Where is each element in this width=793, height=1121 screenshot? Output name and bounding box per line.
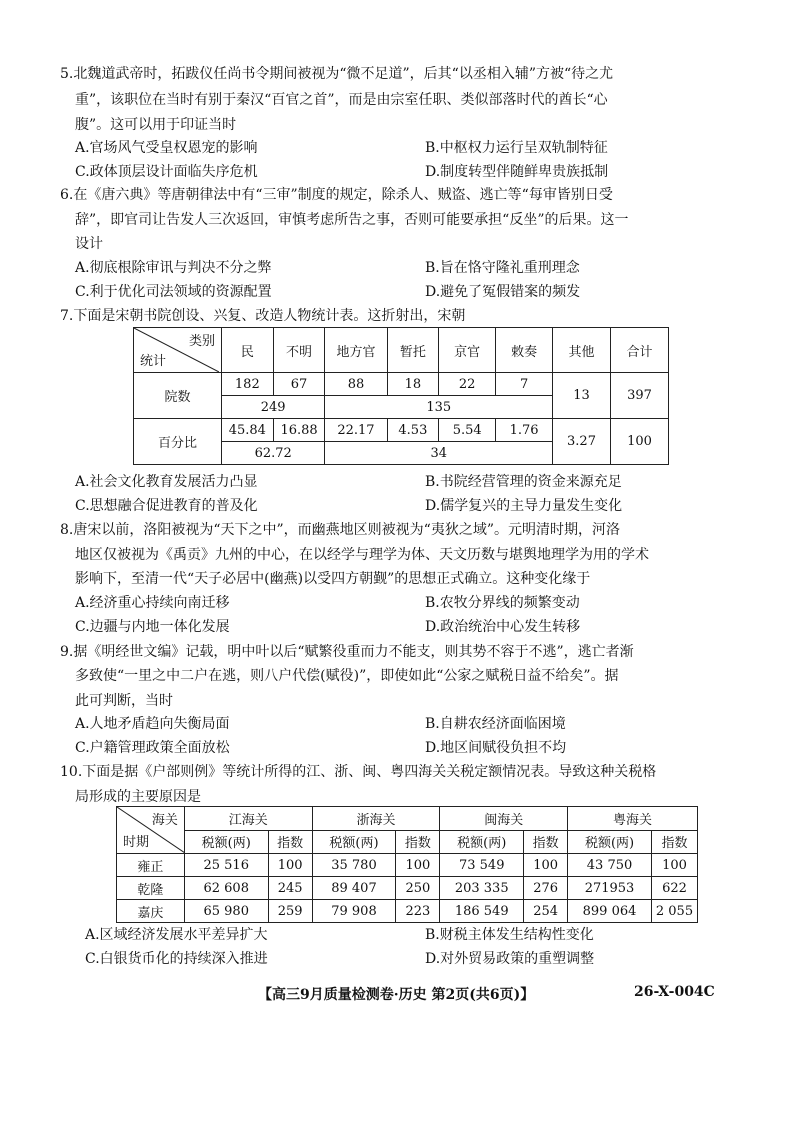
q7-cell: 100: [610, 419, 668, 465]
q10-sub-header: 税额(两): [312, 830, 396, 854]
q10-table: [116, 806, 698, 923]
q10-cell: 100: [651, 854, 697, 877]
q6-stem-line-1: 6.在《唐六典》等唐朝律法中有“三审”制度的规定，除杀人、贼盗、逃亡等“每审皆别日受: [60, 187, 613, 203]
q7-cell: 4.53: [387, 419, 439, 442]
q10-cell: 259: [268, 900, 312, 923]
q7-header: 其他: [553, 328, 611, 373]
q5-option-c[interactable]: C.政体顶层设计面临失序危机: [75, 164, 258, 180]
q7-header: 地方官: [325, 328, 387, 373]
q9-stem-line-2: 多致使“一里之中二户在逃，则八户代偿(赋役)”，即使如此“公家之赋税日益不给矣”。据: [75, 668, 619, 684]
q10-cell: 73 549: [440, 854, 524, 877]
q10-cell: 186 549: [440, 900, 524, 923]
q5-stem-line-3: 腹”。这可以用于印证当时: [75, 117, 237, 133]
q10-cell: 203 335: [440, 877, 524, 900]
q10-cell: 43 750: [568, 854, 652, 877]
q7-header: 敕奏: [496, 328, 553, 373]
q7-subtotal: 135: [325, 396, 553, 419]
q10-cell: 254: [524, 900, 568, 923]
q10-sub-header: 指数: [396, 830, 440, 854]
q6-option-b[interactable]: B.旨在恪守隆礼重刑理念: [425, 260, 580, 276]
q7-corner-cell: [134, 328, 222, 373]
q10-cell: 276: [524, 877, 568, 900]
q10-corner-cell: [117, 807, 185, 854]
q8-option-c[interactable]: C.边疆与内地一体化发展: [75, 619, 230, 635]
q8-stem-line-3: 影响下，至清一代“天子必居中(幽燕)以受四方朝觐”的思想正式确立。这种变化缘于: [75, 571, 591, 587]
q10-cell: 223: [396, 900, 440, 923]
q10-option-b[interactable]: B.财税主体发生结构性变化: [425, 927, 594, 943]
q8-stem-line-2: 地区仅被视为《禹贡》九州的中心，在以经学与理学为体、天文历数与堪舆地理学为用的学术: [75, 547, 649, 563]
q6-stem-line-3: 设计: [75, 236, 103, 252]
q10-customs-header: 江海关: [184, 807, 312, 831]
q7-stem-line-1: 7.下面是宋朝书院创设、兴复、改造人物统计表。这折射出，宋朝: [60, 308, 466, 324]
q7-subtotal: 34: [325, 442, 553, 465]
q5-option-d[interactable]: D.制度转型伴随鲜卑贵族抵制: [425, 164, 609, 180]
q10-corner-top: 海关: [151, 813, 178, 828]
q10-option-a[interactable]: A.区域经济发展水平差异扩大: [85, 927, 268, 943]
q7-cell: 397: [610, 373, 668, 419]
q7-cell: 22: [439, 373, 496, 396]
q10-cell: 25 516: [184, 854, 268, 877]
q10-cell: 65 980: [184, 900, 268, 923]
q10-cell: 271953: [568, 877, 652, 900]
q9-option-d[interactable]: D.地区间赋役负担不均: [425, 740, 567, 756]
q6-option-c[interactable]: C.利于优化司法领域的资源配置: [75, 284, 272, 300]
q10-cell: 62 608: [184, 877, 268, 900]
q10-cell: 245: [268, 877, 312, 900]
q7-corner-top: 类别: [188, 334, 215, 349]
q10-option-d[interactable]: D.对外贸易政策的重塑调整: [425, 951, 595, 967]
q7-option-a[interactable]: A.社会文化教育发展活力凸显: [75, 474, 258, 490]
q10-sub-header: 指数: [268, 830, 312, 854]
q7-option-c[interactable]: C.思想融合促进教育的普及化: [75, 498, 258, 514]
q5-option-b[interactable]: B.中枢权力运行呈双轨制特征: [425, 140, 608, 156]
q10-cell: 100: [268, 854, 312, 877]
q10-customs-header: 浙海关: [312, 807, 440, 831]
footer-title: 【高三9月质量检测卷·历史 第2页(共6页)】: [258, 987, 535, 1003]
q10-period: 嘉庆: [117, 900, 185, 923]
q10-customs-header: 粤海关: [568, 807, 698, 831]
q10-customs-header: 闽海关: [440, 807, 568, 831]
q10-sub-header: 税额(两): [184, 830, 268, 854]
q7-cell: 3.27: [553, 419, 611, 465]
q7-row-label: 百分比: [134, 419, 222, 465]
footer-code: 26-X-004C: [634, 984, 715, 1000]
table-row: [117, 877, 698, 900]
q7-table: [133, 327, 669, 465]
q10-sub-header: 税额(两): [440, 830, 524, 854]
q8-option-a[interactable]: A.经济重心持续向南迁移: [75, 595, 230, 611]
q7-cell: 88: [325, 373, 387, 396]
q7-header: 合计: [610, 328, 668, 373]
q6-stem-line-2: 辞”，即官司让告发人三次返回，审慎考虑所告之事，否则可能要承担“反坐”的后果。这一: [75, 212, 629, 228]
q5-option-a[interactable]: A.官场风气受皇权恩宠的影响: [75, 140, 258, 156]
table-row: [117, 900, 698, 923]
q9-stem-line-3: 此可判断，当时: [75, 693, 173, 709]
q7-cell: 18: [387, 373, 439, 396]
q7-subtotal: 249: [221, 396, 324, 419]
q10-period: 乾隆: [117, 877, 185, 900]
q7-header: 不明: [273, 328, 325, 373]
q10-cell: 250: [396, 877, 440, 900]
q9-option-c[interactable]: C.户籍管理政策全面放松: [75, 740, 230, 756]
q7-corner-bottom: 统计: [140, 354, 167, 369]
q9-option-b[interactable]: B.自耕农经济面临困境: [425, 716, 566, 732]
q10-corner-bottom: 时期: [123, 835, 150, 850]
q10-cell: 2 055: [651, 900, 697, 923]
q7-option-d[interactable]: D.儒学复兴的主导力量发生变化: [425, 498, 623, 514]
q10-cell: 89 407: [312, 877, 396, 900]
q6-option-a[interactable]: A.彻底根除审讯与判决不分之弊: [75, 260, 272, 276]
q8-option-b[interactable]: B.农牧分界线的频繁变动: [425, 595, 580, 611]
q7-cell: 7: [496, 373, 553, 396]
q7-header: 民: [221, 328, 273, 373]
q7-option-b[interactable]: B.书院经营管理的资金来源充足: [425, 474, 622, 490]
q7-row-label: 院数: [134, 373, 222, 419]
q10-sub-header: 指数: [651, 830, 697, 854]
q10-cell: 35 780: [312, 854, 396, 877]
q10-option-c[interactable]: C.白银货币化的持续深入推进: [85, 951, 268, 967]
q7-cell: 16.88: [273, 419, 325, 442]
q8-option-d[interactable]: D.政治统治中心发生转移: [425, 619, 581, 635]
q7-cell: 5.54: [439, 419, 496, 442]
q10-sub-header: 税额(两): [568, 830, 652, 854]
q7-cell: 45.84: [221, 419, 273, 442]
q7-cell: 182: [221, 373, 273, 396]
q9-option-a[interactable]: A.人地矛盾趋向失衡局面: [75, 716, 230, 732]
q6-option-d[interactable]: D.避免了冤假错案的频发: [425, 284, 581, 300]
q7-subtotal: 62.72: [221, 442, 324, 465]
q5-stem-line-2: 重”，该职位在当时有别于秦汉“百官之首”，而是由宗室任职、类似部落时代的酋长“心: [75, 92, 608, 108]
q10-cell: 899 064: [568, 900, 652, 923]
q10-cell: 100: [396, 854, 440, 877]
q10-stem-line-1: 10.下面是据《户部则例》等统计所得的江、浙、闽、粤四海关关税定额情况表。导致这种关税格: [60, 764, 657, 780]
q10-cell: 100: [524, 854, 568, 877]
table-row: [117, 854, 698, 877]
q7-cell: 1.76: [496, 419, 553, 442]
q10-cell: 79 908: [312, 900, 396, 923]
q10-period: 雍正: [117, 854, 185, 877]
q8-stem-line-1: 8.唐宋以前，洛阳被视为“天下之中”，而幽燕地区则被视为“夷狄之域”。元明清时期，河洛: [60, 522, 620, 538]
q10-cell: 622: [651, 877, 697, 900]
q7-cell: 13: [553, 373, 611, 419]
q7-cell: 67: [273, 373, 325, 396]
q10-sub-header: 指数: [524, 830, 568, 854]
q7-header: 京官: [439, 328, 496, 373]
q9-stem-line-1: 9.据《明经世文编》记载，明中叶以后“赋繁役重而力不能支，则其势不容于不逃”，逃亡者渐: [60, 644, 634, 660]
q5-stem-line-1: 5.北魏道武帝时，拓跋仪任尚书令期间被视为“微不足道”，后其“以丞相入辅”方被“待之尤: [60, 66, 614, 82]
q7-cell: 22.17: [325, 419, 387, 442]
q7-header: 暂托: [387, 328, 439, 373]
q10-stem-line-2: 局形成的主要原因是: [75, 789, 201, 805]
